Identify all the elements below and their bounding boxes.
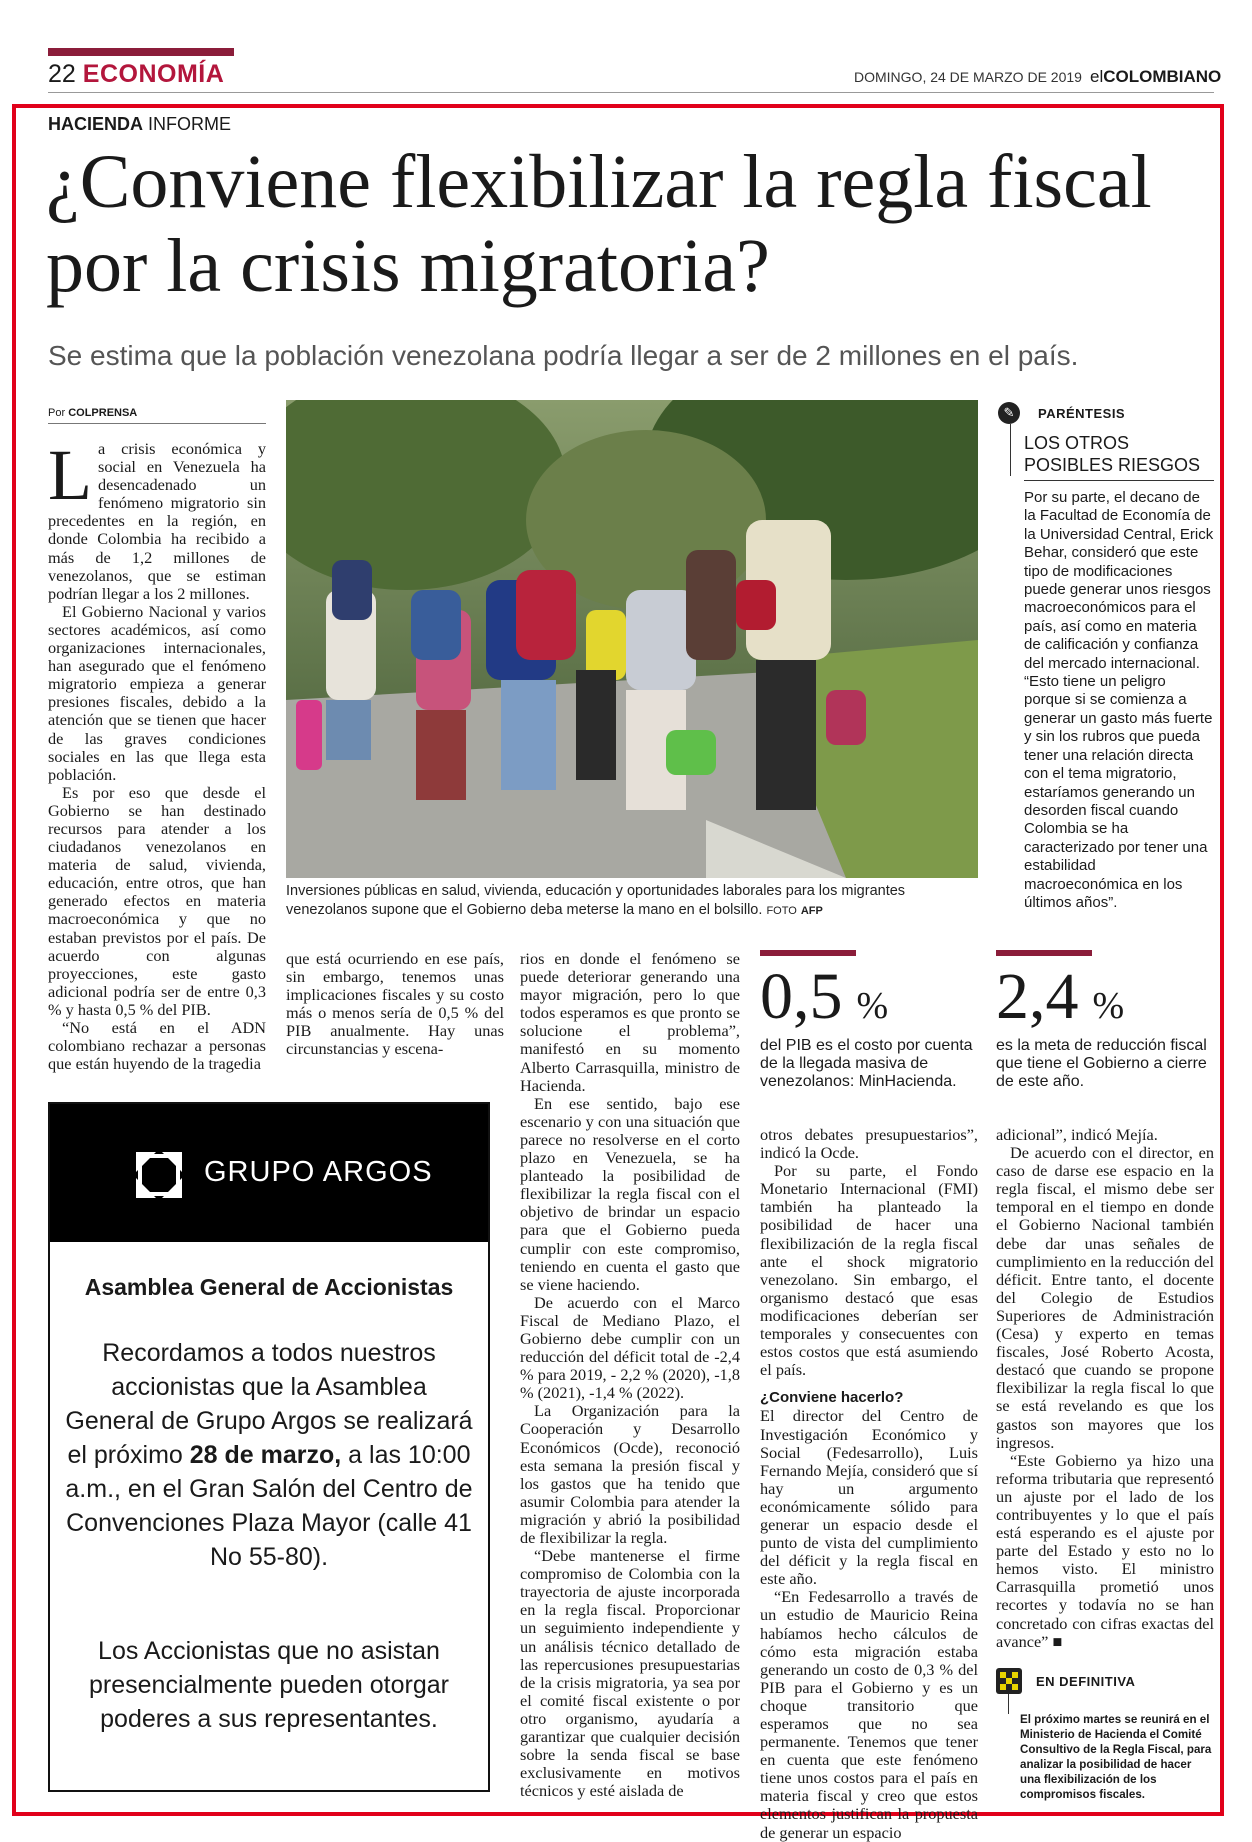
paragraph: “Debe mantenerse el firme compromiso de Colombia con la trayectoria de ajuste incorporada en la regla fiscal. Proporcionar un seguimiento independiente y un análisis técnico detallado de las repercusiones presupuestarias de la crisis migratoria, ya sea por el comité fiscal existente o por otro organismo, ayudaría a garantizar que cualquier decisión sobre la senda fiscal se base exclusivamente en motivos técnicos y esté aislada de xyxy=(520,1546,740,1801)
photo-credit-prefix: FOTO xyxy=(766,905,797,917)
ad-body xyxy=(64,1336,474,1574)
stat-rule xyxy=(760,950,856,956)
photo-illustration xyxy=(286,400,978,878)
ad-date: 28 de marzo, xyxy=(189,1441,342,1469)
kicker xyxy=(48,114,231,135)
section-color-bar xyxy=(48,48,234,56)
photo-credit: AFP xyxy=(800,905,823,917)
subheadline: Se estima que la población venezolana podría llegar a ser de 2 millones en el país. xyxy=(48,340,1079,371)
stat-unit: % xyxy=(1092,985,1125,1027)
migrants-photo xyxy=(286,400,978,878)
paragraph: otros debates presupuestarios”, indicó la Ocde. xyxy=(760,1125,978,1163)
stat-unit: % xyxy=(856,985,889,1027)
paragraph: De acuerdo con el Marco Fiscal de Mediano Plazo, el Gobierno debe cumplir con un reducción del déficit total de -2,4 % para 2019, - 2,2 % (2020), -1,8 % (2021), -1,4 % (2022). xyxy=(520,1292,740,1403)
summary-rule xyxy=(1008,1694,1009,1714)
ad-footer: Los Accionistas que no asistan presencialmente pueden otorgar poderes a sus representantes. xyxy=(89,1637,449,1733)
drop-cap: L xyxy=(48,435,92,515)
paragraph: De acuerdo con el director, en caso de darse ese espacio en la regla fiscal, el mismo debe ser temporal en el tiempo en donde el Gobierno Nacional también debe dar unas señales de cumplimiento en la reducción del déficit. Entre tanto, el docente del Colegio de Estudios Superiores de Administración (Cesa) y experto en temas fiscales, José Roberto Acosta, destacó que cuando se propone flexibilizar la regla fiscal lo que se está revelando es que los gastos son mayores que los ingresos. xyxy=(996,1143,1214,1452)
header-divider xyxy=(48,92,1214,93)
ad-header xyxy=(50,1104,488,1242)
sidebar-title: LOS OTROS POSIBLES RIESGOS xyxy=(1024,432,1214,481)
section-subheading: ¿Conviene hacerlo? xyxy=(760,1389,904,1407)
pushpin-icon: ✎ xyxy=(998,402,1020,424)
sidebar-rule xyxy=(1010,424,1011,476)
ad-brand-name: GRUPO ARGOS xyxy=(204,1156,433,1188)
stat-value xyxy=(760,962,888,1041)
ad-title: Asamblea General de Accionistas xyxy=(84,1274,454,1300)
newspaper-name xyxy=(1090,67,1221,87)
section-name: ECONOMÍA xyxy=(82,60,225,88)
paragraph: a crisis económica y social en Venezuela ha desencadenado un fenómeno migratorio sin precedentes en la región, en donde Colombia ha recibido a más de 1,2 millones de venezolanos, que se estiman podrían llegar a los 2 millones. xyxy=(48,439,266,603)
paragraph: adicional”, indicó Mejía. xyxy=(996,1125,1158,1144)
article-column-2 xyxy=(286,950,504,1059)
article-column-5 xyxy=(996,1126,1214,1651)
ad-body-text: a las 10:00 a.m., en el Gran Salón del Centro de Convenciones Plaza Mayor (calle 41 No 55-80). xyxy=(65,1441,473,1571)
paragraph: El director del Centro de Investigación Económico y Social (Fedesarrollo), Luis Fernando Mejía, consideró que sí hay un argumento económicamente sólido para generar un espacio desde el punto de vista del cumplimiento del déficit y la regla fiscal en este año. xyxy=(760,1406,978,1589)
newspaper-prefix: el xyxy=(1090,67,1104,86)
kicker-type: INFORME xyxy=(148,114,232,134)
stat-description: del PIB es el costo por cuenta de la llegada masiva de venezolanos: MinHacienda. xyxy=(760,1037,973,1090)
article-column-1 xyxy=(48,435,266,1074)
page-header xyxy=(48,60,224,89)
publication-date: DOMINGO, 24 DE MARZO DE 2019 xyxy=(854,69,1082,85)
paragraph: “No está en el ADN colombiano rechazar a personas que están huyendo de la tragedia xyxy=(48,1018,266,1074)
caption-text: Inversiones públicas en salud, vivienda, educación y oportunidades laborales para los migrantes venezolanos supone que el Gobierno deba meterse la mano en el bolsillo. xyxy=(286,883,906,918)
paragraph: Es por eso que desde el Gobierno se han destinado recursos para atender a los ciudadanos venezolanos en materia de salud, vivienda, educación, entre otros, que han generado efectos en materia macroeconómica y que no estaban previstos por el país. De acuerdo con algunas proyecciones, este gasto adicional podría ser de entre 0,3 % y hasta 0,5 % del PIB. xyxy=(48,782,266,1019)
byline-author: COLPRENSA xyxy=(68,407,138,419)
stat-rule xyxy=(996,950,1092,956)
byline xyxy=(48,407,266,424)
headline: ¿Conviene flexibilizar la regla fiscal por la crisis migratoria? xyxy=(46,140,1152,308)
paragraph: Por su parte, el Fondo Monetario Internacional (FMI) también ha planteado la posibilidad de hacer una flexibilización de la regla fiscal ante el shock migratorio venezolano. Sin embargo, el organismo destacó que esas modificaciones deberían ser temporales y consecuentes con estos costos que está asumiendo el país. xyxy=(760,1161,978,1380)
sidebar-label: PARÉNTESIS xyxy=(1038,406,1126,421)
summary-icon xyxy=(996,1668,1022,1694)
paragraph: “Este Gobierno ya hizo una reforma tributaria que representó un ajuste por el lado de los contribuyentes y lo que el país está esperando es el ajuste por parte del Estado y esto no lo hemos visto. El ministro Carrasquilla prometió unos recortes y todavía no se han concretado con cifras exactas del avance” ■ xyxy=(996,1450,1214,1651)
sidebar-body: Por su parte, el decano de la Facultad de Economía de la Universidad Central, Erick Behar, consideró que este tipo de modificaciones puede generar unos riesgos macroeconómicos para el país, así como en materia de calificación y confianza del mercado internacional. “Esto tiene un peligro porque si se comienza a generar un gasto más fuerte y sin los rubros que pueda tener una relación directa con el tema migratorio, estaríamos generando un desorden fiscal cuando Colombia se ha caracterizado por tener una estabilidad macroeconómica en los últimos años”. xyxy=(1024,489,1214,911)
kicker-section: HACIENDA xyxy=(48,114,144,134)
article-column-3 xyxy=(520,950,740,1800)
stat-description: es la meta de reducción fiscal que tiene el Gobierno a cierre de este año. xyxy=(996,1037,1207,1090)
stat-number: 0,5 xyxy=(760,960,843,1033)
photo-caption xyxy=(286,882,978,921)
paragraph: que está ocurriendo en ese país, sin embargo, tenemos unas implicaciones fiscales y su costo más o menos sería de 0,5 % del PIB anualmente. Hay unas circunstancias y escena- xyxy=(286,949,504,1059)
newspaper-title: COLOMBIANO xyxy=(1103,67,1222,86)
paragraph: En ese sentido, bajo ese escenario y con una situación que parece no resolverse en el corto plazo en Venezuela, se ha planteado la posibilidad de flexibilizar la regla fiscal con el objetivo de brindar un espacio para que el Gobierno pueda cumplir con este compromiso, teniendo en cuenta el gasto que se viene haciendo. xyxy=(520,1093,740,1294)
paragraph: La Organización para la Cooperación y Desarrollo Económicos (Ocde), reconoció esta semana la presión fiscal y los gastos que ha tenido que asumir Colombia para atender la migración y abrió la posibilidad de flexibilizar la regla. xyxy=(520,1401,740,1547)
paragraph: “En Fedesarrollo a través de un estudio de Mauricio Reina habíamos hecho cálculos de cómo esta migración estaba generando un costo de 0,3 % del PIB para el Gobierno y es un choque transitorio que esperamos que no sea permanente. Tenemos que tener en cuenta que este fenómeno tiene unos costos para el país en materia fiscal y creo que estos elementos justifican la propuesta de generar un espacio xyxy=(760,1587,978,1842)
stat-value xyxy=(996,962,1124,1041)
article-column-4 xyxy=(760,1126,978,1842)
paragraph: El Gobierno Nacional y varios sectores académicos, así como organizaciones internacionales, han asegurado que el fenómeno migratorio empieza a generar presiones fiscales, debido a la atención que se tienen que hacer de las graves condiciones sociales en las que llega esta población. xyxy=(48,601,266,784)
grupo-argos-ad xyxy=(48,1102,490,1792)
page-number: 22 xyxy=(48,60,76,88)
summary-body: El próximo martes se reunirá en el Ministerio de Hacienda el Comité Consultivo de la Regla Fiscal, para analizar la posibilidad de hacer una flexibilización de los compromisos fiscales. xyxy=(1020,1713,1212,1801)
paragraph: rios en donde el fenómeno se puede deteriorar generando una mayor migración, pero lo que todos esperamos es que pronto se solucione el problema”, manifestó en su momento Alberto Carrasquilla, ministro de Hacienda. xyxy=(520,949,740,1095)
summary-label: EN DEFINITIVA xyxy=(1036,1674,1136,1689)
byline-prefix: Por xyxy=(48,407,66,419)
ad-body-text: Recordamos a todos nuestros accionistas que la Asamblea General de Grupo Argos se realizará el próximo xyxy=(65,1339,473,1469)
grupo-argos-logo-icon xyxy=(136,1152,182,1198)
stat-number: 2,4 xyxy=(996,960,1079,1033)
